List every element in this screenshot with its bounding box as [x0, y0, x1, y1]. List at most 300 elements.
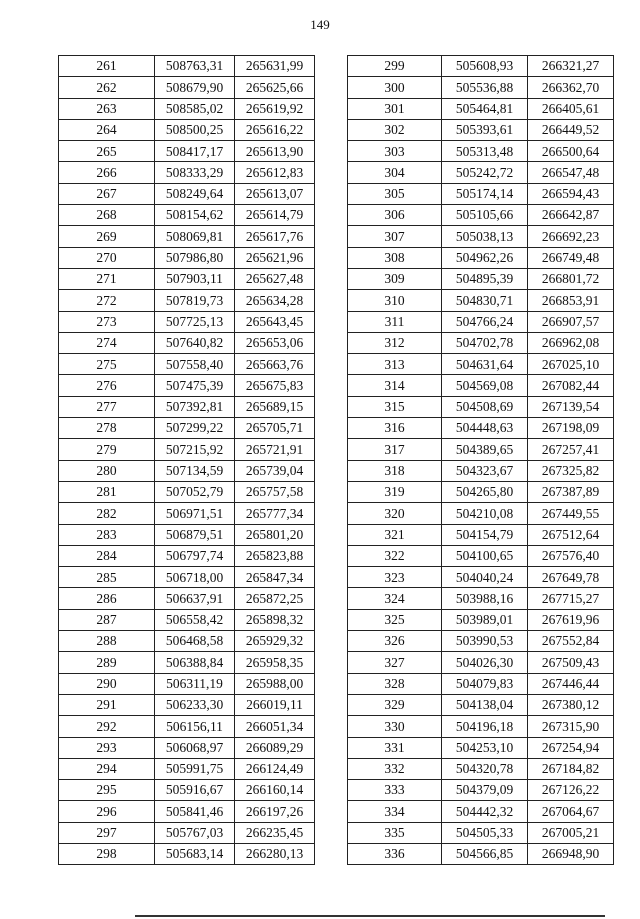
point-number-cell: 309 [348, 268, 442, 289]
y-coordinate-cell: 265631,99 [235, 56, 315, 77]
y-coordinate-cell: 267315,90 [528, 716, 614, 737]
y-coordinate-cell: 267446,44 [528, 673, 614, 694]
y-coordinate-cell: 267325,82 [528, 460, 614, 481]
x-coordinate-cell: 506233,30 [155, 694, 235, 715]
y-coordinate-cell: 265929,32 [235, 631, 315, 652]
x-coordinate-cell: 507558,40 [155, 354, 235, 375]
table-row [59, 588, 315, 609]
y-coordinate-cell: 266362,70 [528, 77, 614, 98]
table-row [59, 418, 315, 439]
point-number-cell: 288 [59, 631, 155, 652]
x-coordinate-cell: 505608,93 [442, 56, 528, 77]
point-number-cell: 320 [348, 503, 442, 524]
point-number-cell: 281 [59, 481, 155, 502]
x-coordinate-cell: 505174,14 [442, 183, 528, 204]
point-number-cell: 277 [59, 396, 155, 417]
y-coordinate-cell: 267184,82 [528, 758, 614, 779]
y-coordinate-cell: 267715,27 [528, 588, 614, 609]
point-number-cell: 296 [59, 801, 155, 822]
point-number-cell: 302 [348, 119, 442, 140]
y-coordinate-cell: 266019,11 [235, 694, 315, 715]
y-coordinate-cell: 265621,96 [235, 247, 315, 268]
x-coordinate-cell: 504210,08 [442, 503, 528, 524]
x-coordinate-cell: 508417,17 [155, 141, 235, 162]
x-coordinate-cell: 505683,14 [155, 843, 235, 864]
table-row [348, 843, 614, 864]
point-number-cell: 308 [348, 247, 442, 268]
point-number-cell: 333 [348, 780, 442, 801]
y-coordinate-cell: 265613,07 [235, 183, 315, 204]
point-number-cell: 280 [59, 460, 155, 481]
y-coordinate-cell: 265617,76 [235, 226, 315, 247]
point-number-cell: 267 [59, 183, 155, 204]
y-coordinate-cell: 267380,12 [528, 694, 614, 715]
y-coordinate-cell: 265643,45 [235, 311, 315, 332]
point-number-cell: 263 [59, 98, 155, 119]
y-coordinate-cell: 266642,87 [528, 205, 614, 226]
y-coordinate-cell: 265988,00 [235, 673, 315, 694]
coordinates-table-right [347, 55, 614, 865]
table-row [348, 631, 614, 652]
point-number-cell: 272 [59, 290, 155, 311]
point-number-cell: 275 [59, 354, 155, 375]
table-row [59, 737, 315, 758]
y-coordinate-cell: 266801,72 [528, 268, 614, 289]
point-number-cell: 303 [348, 141, 442, 162]
table-row [348, 119, 614, 140]
table-row [59, 77, 315, 98]
x-coordinate-cell: 508249,64 [155, 183, 235, 204]
y-coordinate-cell: 265801,20 [235, 524, 315, 545]
x-coordinate-cell: 504154,79 [442, 524, 528, 545]
x-coordinate-cell: 507475,39 [155, 375, 235, 396]
x-coordinate-cell: 507299,22 [155, 418, 235, 439]
point-number-cell: 335 [348, 822, 442, 843]
point-number-cell: 311 [348, 311, 442, 332]
point-number-cell: 305 [348, 183, 442, 204]
y-coordinate-cell: 267082,44 [528, 375, 614, 396]
table-row [348, 481, 614, 502]
x-coordinate-cell: 504026,30 [442, 652, 528, 673]
y-coordinate-cell: 265898,32 [235, 609, 315, 630]
y-coordinate-cell: 266907,57 [528, 311, 614, 332]
x-coordinate-cell: 508333,29 [155, 162, 235, 183]
table-row [348, 396, 614, 417]
point-number-cell: 307 [348, 226, 442, 247]
y-coordinate-cell: 267576,40 [528, 545, 614, 566]
table-row [59, 183, 315, 204]
y-coordinate-cell: 266500,64 [528, 141, 614, 162]
x-coordinate-cell: 506311,19 [155, 673, 235, 694]
y-coordinate-cell: 265653,06 [235, 332, 315, 353]
x-coordinate-cell: 504323,67 [442, 460, 528, 481]
y-coordinate-cell: 266449,52 [528, 119, 614, 140]
y-coordinate-cell: 265612,83 [235, 162, 315, 183]
point-number-cell: 314 [348, 375, 442, 396]
x-coordinate-cell: 504100,65 [442, 545, 528, 566]
point-number-cell: 278 [59, 418, 155, 439]
table-row [348, 737, 614, 758]
table-row [348, 588, 614, 609]
table-row [59, 567, 315, 588]
y-coordinate-cell: 267552,84 [528, 631, 614, 652]
point-number-cell: 265 [59, 141, 155, 162]
y-coordinate-cell: 266235,45 [235, 822, 315, 843]
x-coordinate-cell: 503988,16 [442, 588, 528, 609]
point-number-cell: 261 [59, 56, 155, 77]
x-coordinate-cell: 508679,90 [155, 77, 235, 98]
table-row [348, 311, 614, 332]
footer-rule [135, 915, 605, 917]
table-row [348, 822, 614, 843]
point-number-cell: 295 [59, 780, 155, 801]
point-number-cell: 279 [59, 439, 155, 460]
x-coordinate-cell: 504448,63 [442, 418, 528, 439]
x-coordinate-cell: 504079,83 [442, 673, 528, 694]
table-row [348, 439, 614, 460]
table-row [59, 98, 315, 119]
y-coordinate-cell: 265872,25 [235, 588, 315, 609]
y-coordinate-cell: 267649,78 [528, 567, 614, 588]
point-number-cell: 332 [348, 758, 442, 779]
y-coordinate-cell: 265675,83 [235, 375, 315, 396]
point-number-cell: 319 [348, 481, 442, 502]
point-number-cell: 283 [59, 524, 155, 545]
table-row [348, 77, 614, 98]
x-coordinate-cell: 503989,01 [442, 609, 528, 630]
coordinates-table-left [58, 55, 315, 865]
point-number-cell: 313 [348, 354, 442, 375]
x-coordinate-cell: 504265,80 [442, 481, 528, 502]
table-row [348, 247, 614, 268]
y-coordinate-cell: 267139,54 [528, 396, 614, 417]
x-coordinate-cell: 504895,39 [442, 268, 528, 289]
y-coordinate-cell: 267509,43 [528, 652, 614, 673]
point-number-cell: 330 [348, 716, 442, 737]
table-row [348, 226, 614, 247]
table-row [348, 652, 614, 673]
coordinates-table-body [59, 56, 315, 865]
table-row [348, 332, 614, 353]
point-number-cell: 274 [59, 332, 155, 353]
y-coordinate-cell: 265705,71 [235, 418, 315, 439]
x-coordinate-cell: 508585,02 [155, 98, 235, 119]
x-coordinate-cell: 507215,92 [155, 439, 235, 460]
table-row [59, 822, 315, 843]
coordinates-table-body [348, 56, 614, 865]
table-row [348, 503, 614, 524]
table-row [59, 268, 315, 289]
x-coordinate-cell: 504138,04 [442, 694, 528, 715]
table-row [348, 524, 614, 545]
point-number-cell: 276 [59, 375, 155, 396]
y-coordinate-cell: 267512,64 [528, 524, 614, 545]
point-number-cell: 298 [59, 843, 155, 864]
table-row [348, 780, 614, 801]
x-coordinate-cell: 505991,75 [155, 758, 235, 779]
y-coordinate-cell: 266962,08 [528, 332, 614, 353]
table-row [348, 418, 614, 439]
point-number-cell: 286 [59, 588, 155, 609]
table-row [348, 290, 614, 311]
table-row [348, 545, 614, 566]
point-number-cell: 331 [348, 737, 442, 758]
y-coordinate-cell: 265634,28 [235, 290, 315, 311]
table-row [59, 375, 315, 396]
point-number-cell: 328 [348, 673, 442, 694]
table-row [59, 843, 315, 864]
x-coordinate-cell: 505105,66 [442, 205, 528, 226]
table-row [59, 396, 315, 417]
table-row [59, 205, 315, 226]
x-coordinate-cell: 504962,26 [442, 247, 528, 268]
x-coordinate-cell: 507134,59 [155, 460, 235, 481]
point-number-cell: 271 [59, 268, 155, 289]
y-coordinate-cell: 266692,23 [528, 226, 614, 247]
point-number-cell: 312 [348, 332, 442, 353]
table-row [59, 460, 315, 481]
y-coordinate-cell: 267619,96 [528, 609, 614, 630]
y-coordinate-cell: 265616,22 [235, 119, 315, 140]
x-coordinate-cell: 506971,51 [155, 503, 235, 524]
y-coordinate-cell: 265625,66 [235, 77, 315, 98]
point-number-cell: 306 [348, 205, 442, 226]
y-coordinate-cell: 265958,35 [235, 652, 315, 673]
x-coordinate-cell: 504505,33 [442, 822, 528, 843]
point-number-cell: 329 [348, 694, 442, 715]
y-coordinate-cell: 267254,94 [528, 737, 614, 758]
y-coordinate-cell: 267257,41 [528, 439, 614, 460]
y-coordinate-cell: 266160,14 [235, 780, 315, 801]
x-coordinate-cell: 505038,13 [442, 226, 528, 247]
x-coordinate-cell: 504320,78 [442, 758, 528, 779]
point-number-cell: 294 [59, 758, 155, 779]
y-coordinate-cell: 265777,34 [235, 503, 315, 524]
x-coordinate-cell: 506797,74 [155, 545, 235, 566]
table-row [348, 354, 614, 375]
table-row [348, 801, 614, 822]
table-row [348, 205, 614, 226]
y-coordinate-cell: 267449,55 [528, 503, 614, 524]
table-row [59, 503, 315, 524]
x-coordinate-cell: 504766,24 [442, 311, 528, 332]
point-number-cell: 323 [348, 567, 442, 588]
x-coordinate-cell: 507392,81 [155, 396, 235, 417]
point-number-cell: 284 [59, 545, 155, 566]
y-coordinate-cell: 265619,92 [235, 98, 315, 119]
point-number-cell: 262 [59, 77, 155, 98]
point-number-cell: 282 [59, 503, 155, 524]
table-row [59, 673, 315, 694]
point-number-cell: 301 [348, 98, 442, 119]
point-number-cell: 321 [348, 524, 442, 545]
y-coordinate-cell: 266948,90 [528, 843, 614, 864]
y-coordinate-cell: 265721,91 [235, 439, 315, 460]
point-number-cell: 304 [348, 162, 442, 183]
x-coordinate-cell: 505242,72 [442, 162, 528, 183]
table-row [348, 716, 614, 737]
y-coordinate-cell: 266547,48 [528, 162, 614, 183]
y-coordinate-cell: 265663,76 [235, 354, 315, 375]
y-coordinate-cell: 265613,90 [235, 141, 315, 162]
y-coordinate-cell: 265847,34 [235, 567, 315, 588]
x-coordinate-cell: 506468,58 [155, 631, 235, 652]
table-row [348, 460, 614, 481]
x-coordinate-cell: 504379,09 [442, 780, 528, 801]
point-number-cell: 264 [59, 119, 155, 140]
x-coordinate-cell: 505393,61 [442, 119, 528, 140]
point-number-cell: 326 [348, 631, 442, 652]
table-row [59, 801, 315, 822]
x-coordinate-cell: 505536,88 [442, 77, 528, 98]
point-number-cell: 297 [59, 822, 155, 843]
x-coordinate-cell: 507986,80 [155, 247, 235, 268]
x-coordinate-cell: 508500,25 [155, 119, 235, 140]
table-row [59, 780, 315, 801]
point-number-cell: 310 [348, 290, 442, 311]
x-coordinate-cell: 506637,91 [155, 588, 235, 609]
x-coordinate-cell: 504830,71 [442, 290, 528, 311]
y-coordinate-cell: 265627,48 [235, 268, 315, 289]
point-number-cell: 318 [348, 460, 442, 481]
x-coordinate-cell: 506718,00 [155, 567, 235, 588]
x-coordinate-cell: 504569,08 [442, 375, 528, 396]
x-coordinate-cell: 506068,97 [155, 737, 235, 758]
point-number-cell: 300 [348, 77, 442, 98]
point-number-cell: 266 [59, 162, 155, 183]
point-number-cell: 285 [59, 567, 155, 588]
table-row [348, 268, 614, 289]
x-coordinate-cell: 508069,81 [155, 226, 235, 247]
x-coordinate-cell: 505464,81 [442, 98, 528, 119]
y-coordinate-cell: 266051,34 [235, 716, 315, 737]
x-coordinate-cell: 505767,03 [155, 822, 235, 843]
y-coordinate-cell: 267387,89 [528, 481, 614, 502]
table-row [348, 567, 614, 588]
x-coordinate-cell: 507903,11 [155, 268, 235, 289]
table-row [59, 226, 315, 247]
x-coordinate-cell: 505916,67 [155, 780, 235, 801]
point-number-cell: 317 [348, 439, 442, 460]
y-coordinate-cell: 266124,49 [235, 758, 315, 779]
table-row [59, 439, 315, 460]
table-row [59, 716, 315, 737]
point-number-cell: 316 [348, 418, 442, 439]
x-coordinate-cell: 505841,46 [155, 801, 235, 822]
table-row [59, 119, 315, 140]
x-coordinate-cell: 504566,85 [442, 843, 528, 864]
x-coordinate-cell: 504702,78 [442, 332, 528, 353]
point-number-cell: 334 [348, 801, 442, 822]
point-number-cell: 291 [59, 694, 155, 715]
y-coordinate-cell: 267025,10 [528, 354, 614, 375]
table-row [348, 98, 614, 119]
y-coordinate-cell: 265757,58 [235, 481, 315, 502]
x-coordinate-cell: 506879,51 [155, 524, 235, 545]
x-coordinate-cell: 504442,32 [442, 801, 528, 822]
y-coordinate-cell: 267005,21 [528, 822, 614, 843]
x-coordinate-cell: 506388,84 [155, 652, 235, 673]
x-coordinate-cell: 503990,53 [442, 631, 528, 652]
table-row [59, 247, 315, 268]
table-row [348, 162, 614, 183]
point-number-cell: 336 [348, 843, 442, 864]
table-row [348, 183, 614, 204]
table-row [348, 758, 614, 779]
table-row [59, 311, 315, 332]
table-row [348, 609, 614, 630]
table-row [59, 290, 315, 311]
point-number-cell: 325 [348, 609, 442, 630]
table-row [59, 652, 315, 673]
y-coordinate-cell: 266749,48 [528, 247, 614, 268]
point-number-cell: 290 [59, 673, 155, 694]
y-coordinate-cell: 266321,27 [528, 56, 614, 77]
y-coordinate-cell: 265689,15 [235, 396, 315, 417]
x-coordinate-cell: 504040,24 [442, 567, 528, 588]
point-number-cell: 324 [348, 588, 442, 609]
table-row [59, 545, 315, 566]
table-row [59, 758, 315, 779]
x-coordinate-cell: 504253,10 [442, 737, 528, 758]
x-coordinate-cell: 506156,11 [155, 716, 235, 737]
y-coordinate-cell: 265739,04 [235, 460, 315, 481]
x-coordinate-cell: 504389,65 [442, 439, 528, 460]
point-number-cell: 287 [59, 609, 155, 630]
x-coordinate-cell: 507725,13 [155, 311, 235, 332]
x-coordinate-cell: 507819,73 [155, 290, 235, 311]
table-row [59, 609, 315, 630]
y-coordinate-cell: 267198,09 [528, 418, 614, 439]
point-number-cell: 269 [59, 226, 155, 247]
y-coordinate-cell: 266089,29 [235, 737, 315, 758]
x-coordinate-cell: 507640,82 [155, 332, 235, 353]
point-number-cell: 322 [348, 545, 442, 566]
y-coordinate-cell: 267064,67 [528, 801, 614, 822]
point-number-cell: 327 [348, 652, 442, 673]
table-row [59, 162, 315, 183]
y-coordinate-cell: 265823,88 [235, 545, 315, 566]
point-number-cell: 270 [59, 247, 155, 268]
y-coordinate-cell: 266280,13 [235, 843, 315, 864]
x-coordinate-cell: 504196,18 [442, 716, 528, 737]
y-coordinate-cell: 266405,61 [528, 98, 614, 119]
x-coordinate-cell: 505313,48 [442, 141, 528, 162]
page-number: 149 [310, 17, 330, 32]
y-coordinate-cell: 267126,22 [528, 780, 614, 801]
table-row [348, 673, 614, 694]
x-coordinate-cell: 504631,64 [442, 354, 528, 375]
table-row [59, 354, 315, 375]
table-row [348, 141, 614, 162]
x-coordinate-cell: 508763,31 [155, 56, 235, 77]
point-number-cell: 293 [59, 737, 155, 758]
table-row [348, 56, 614, 77]
y-coordinate-cell: 266853,91 [528, 290, 614, 311]
x-coordinate-cell: 507052,79 [155, 481, 235, 502]
table-row [59, 481, 315, 502]
point-number-cell: 289 [59, 652, 155, 673]
point-number-cell: 292 [59, 716, 155, 737]
table-row [59, 332, 315, 353]
x-coordinate-cell: 506558,42 [155, 609, 235, 630]
table-row [59, 141, 315, 162]
table-row [59, 524, 315, 545]
point-number-cell: 315 [348, 396, 442, 417]
x-coordinate-cell: 508154,62 [155, 205, 235, 226]
table-row [59, 631, 315, 652]
point-number-cell: 273 [59, 311, 155, 332]
